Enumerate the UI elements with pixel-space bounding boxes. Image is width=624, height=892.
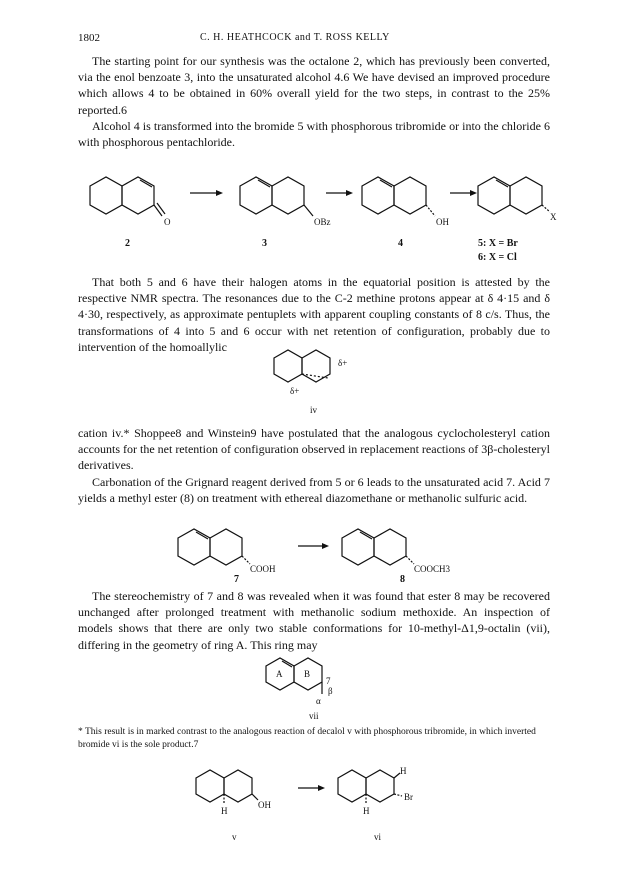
substituent-obz: OBz (314, 217, 331, 227)
paragraph-2: Alcohol 4 is transformed into the bromide 5 with phosphorous tribromide or into the chloride 6 with phosphorous pentachloride. (78, 119, 550, 150)
label-vii: vii (309, 711, 319, 721)
substituent-br: Br (404, 792, 413, 802)
footnote: * This result is in marked contrast to the analogous reaction of decalol v with phosphorous tribromide, in which inverted bromide vi is the sole product.7 (78, 727, 536, 750)
structure-8 (342, 529, 414, 565)
structure-2 (90, 177, 165, 216)
substituent-cooh: COOH (250, 564, 276, 574)
scheme-3 (190, 764, 450, 828)
cation-iv (268, 344, 368, 404)
scheme-2 (170, 522, 490, 582)
charge-2: δ+ (290, 386, 300, 396)
substituent-h-vi-top: H (400, 766, 407, 776)
ring-a: A (276, 669, 283, 679)
running-head: C. H. HEATHCOCK and T. ROSS KELLY (200, 32, 390, 43)
structure-3 (240, 177, 313, 216)
label-3: 3 (262, 238, 267, 249)
paragraph-1: The starting point for our synthesis was the octalone 2, which has previously been converted, via the enol benzoate 3, into the unsaturated alcohol 4.6 We have devised an improved procedure which allows 4 to be obtained in 60% overall yield for the two steps, in contrast to the 25% reported.6 (78, 54, 550, 117)
label-7: 7 (234, 574, 239, 585)
label-v: v (232, 832, 237, 842)
substituent-oh-v: OH (258, 800, 271, 810)
ring-b: B (304, 669, 311, 679)
label-iv: iv (310, 405, 318, 415)
substituent-x: X (550, 212, 557, 222)
structure-v (196, 770, 258, 804)
structure-5-6 (478, 177, 550, 214)
substituent-h-vi-bottom: H (363, 806, 370, 816)
structure-4 (362, 177, 435, 216)
substituent-cooch3: COOCH3 (414, 564, 451, 574)
octalin-vii (258, 652, 368, 708)
charge-1: δ+ (338, 358, 348, 368)
label-2: 2 (125, 238, 130, 249)
label-8: 8 (400, 574, 405, 585)
structure-vi (338, 770, 402, 804)
label-vi: vi (374, 832, 382, 842)
substituent-h-v: H (221, 806, 228, 816)
paragraph-6: The stereochemistry of 7 and 8 was revealed when it was found that ester 8 may be recovered unchanged after prolonged treatment with methanolic sodium methoxide. An inspection of models shows that there are only two stable conformations for 10-methyl-Δ1,9-octalin (vii), differing in the geometry of ring A. This ring may (78, 589, 550, 652)
beta-label: β (328, 686, 333, 696)
alpha-label: α (316, 696, 321, 706)
pos-label: 7 (326, 676, 331, 686)
label-5: 5: X = Br (478, 238, 518, 249)
page-number: 1802 (78, 32, 100, 44)
structure-7 (178, 529, 250, 565)
label-4: 4 (398, 238, 403, 249)
label-6: 6: X = Cl (478, 252, 517, 263)
paragraph-4: cation iv.* Shoppee8 and Winstein9 have postulated that the analogous cyclocholesteryl cation accounts for the net retention of configuration observed in replacement reactions of 3β-cholesteryl derivatives. (78, 426, 550, 473)
substituent-oh: OH (436, 217, 449, 227)
paragraph-3: That both 5 and 6 have their halogen atoms in the equatorial position is attested by the respective NMR spectra. The resonances due to the C-2 methine protons appear at δ 4·15 and δ 4·30, respectively, as approximate pentuplets with apparent coupling constants of 8 c/s. Thus, the transformations of 4 into 5 and 6 occur with net retention of configuration, probably due to intervention of the homoallylic (78, 275, 550, 354)
paragraph-5: Carbonation of the Grignard reagent derived from 5 or 6 leads to the unsaturated acid 7. Acid 7 yields a methyl ester (8) on treatment with ethereal diazomethane or methanolic sulfuric acid. (78, 475, 550, 506)
substituent-o: O (164, 217, 171, 227)
